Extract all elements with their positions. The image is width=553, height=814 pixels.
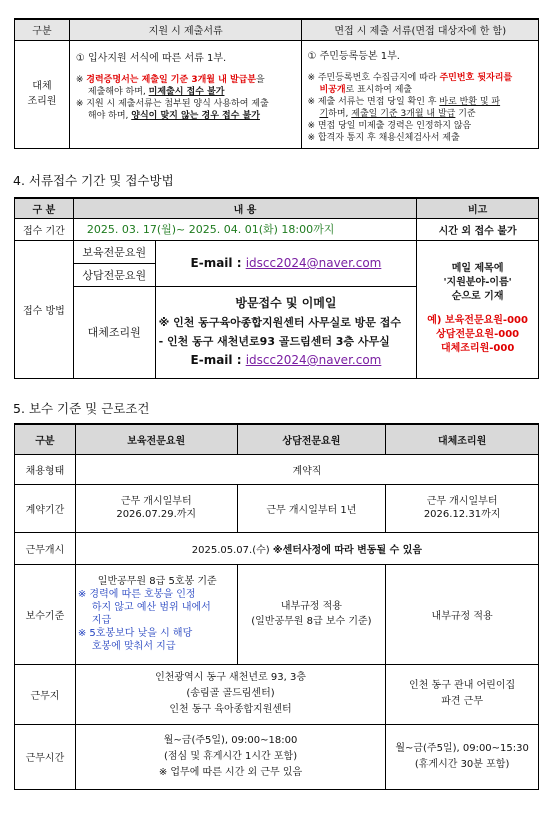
s5-place-cook-l1: 인천 동구 관내 어린이집 [409, 680, 516, 691]
s4-email-link[interactable]: idscc2024@naver.com [245, 256, 382, 270]
t1-apply-note2-bold: 양식이 맞지 않는 경우 접수 불가 [131, 110, 260, 121]
s5-pay-label: 보수기준 [15, 564, 76, 664]
s5-place-center-l3: 인천 동구 육아종합지원센터 [169, 704, 292, 715]
t1-apply-note1 [76, 74, 297, 98]
s4-note-line3: 순으로 기재 [451, 291, 504, 302]
s5-period-counseling: 근무 개시일부터 1년 [237, 484, 386, 532]
t1-interview-note2-a: ※ 제출 서류는 면접 당일 확인 후 [307, 96, 440, 107]
s5-pay-counseling [237, 564, 386, 664]
s4-note-line1: 메일 제목에 [451, 263, 504, 274]
t1-interview-note1-red: 주민번호 뒷자리를 [439, 72, 513, 83]
s5-hours-label: 근무시간 [15, 724, 76, 789]
t1-header-interview: 면접 시 제출 서류(면접 대상자에 한 함) [302, 19, 539, 40]
s5-start-note: ※센터사정에 따라 변동될 수 있음 [272, 544, 423, 556]
s5-pay-childcare-n5: 호봉에 맞춰서 지급 [91, 641, 176, 652]
working-conditions-table [14, 423, 539, 790]
s4-note-cell [417, 240, 539, 378]
t1-apply-note2-line1: ※ 지원 시 제출서류는 첨부된 양식 사용하여 제출 [75, 98, 269, 109]
s5-hours-center-l2: (점심 및 휴게시간 1시간 포함) [163, 750, 298, 762]
t1-row-label-line1: 대체 [32, 81, 52, 92]
s5-start-date: 2025.05.07.(수) [191, 544, 273, 556]
s4-visit-email-link[interactable]: idscc2024@naver.com [245, 353, 382, 367]
s4-header-note: 비고 [417, 198, 539, 218]
t1-interview-note2-b: 바로 반환 및 파 [439, 96, 501, 107]
s4-header-content: 내 용 [73, 198, 416, 218]
s5-type-value: 계약직 [75, 454, 538, 484]
s5-type-label: 채용형태 [15, 454, 76, 484]
s5-period-childcare [75, 484, 237, 532]
t1-apply-note1-tail: 을 [256, 74, 265, 85]
s5-place-cook-l2: 파견 근무 [441, 696, 484, 707]
s5-pay-childcare [75, 564, 237, 664]
s4-visit-cell [155, 286, 417, 378]
s4-visit-email-prefix: E-mail : [190, 353, 246, 367]
t1-apply-item1: ① 입사지원 서식에 따른 서류 1부. [75, 52, 227, 64]
s5-place-cook [386, 664, 539, 724]
t1-interview-note2-e: 제출일 기준 3개월 내 발급 [351, 108, 456, 119]
t1-interview-note4: ※ 합격자 통지 후 채용신체검사서 제출 [307, 132, 460, 143]
s5-place-label: 근무지 [15, 664, 76, 724]
s5-start-label: 근무개시 [15, 532, 76, 564]
s4-period-label: 접수 기간 [15, 218, 74, 240]
section5-title: 5. 보수 기준 및 근로조건 [13, 401, 150, 416]
s4-note-example3: 대체조리원-000 [440, 343, 515, 354]
s4-period-value: 2025. 03. 17(월)~ 2025. 04. 01(화) 18:00까지 [73, 218, 416, 240]
s5-header-counseling: 상담전문요원 [237, 424, 386, 454]
s4-header-gubun: 구 분 [15, 198, 74, 218]
s5-header-childcare: 보육전문요원 [75, 424, 237, 454]
s5-period-childcare-l2: 2026.07.29.까지 [116, 509, 197, 520]
s5-pay-childcare-l1: 일반공무원 8급 5호봉 기준 [97, 576, 217, 587]
s5-pay-childcare-n4: ※ 5호봉보다 낮을 시 해당 [77, 628, 193, 639]
s4-period-note: 시간 외 접수 불가 [417, 218, 539, 240]
submission-documents-table [14, 18, 539, 149]
s5-period-cook-l2: 2026.12.31까지 [423, 509, 501, 520]
application-method-table [14, 197, 539, 379]
t1-header-apply: 지원 시 제출서류 [69, 19, 302, 40]
s5-hours-center-l1: 월~금(주5일), 09:00~18:00 [163, 734, 298, 746]
s4-email-cell [155, 240, 417, 286]
t1-header-gubun: 구분 [15, 19, 70, 40]
t1-interview-note1-d: 로 표시하여 제출 [345, 84, 413, 95]
s4-role-cook: 대체조리원 [73, 286, 155, 378]
s5-header-cook: 대체조리원 [386, 424, 539, 454]
s5-period-childcare-l1: 근무 개시일부터 [120, 496, 192, 507]
t1-apply-note1-line2: 제출해야 하며, [87, 86, 149, 97]
t1-row-label-line2: 조리원 [27, 96, 57, 107]
t1-interview-note2 [307, 96, 534, 120]
s5-pay-counseling-l1: 내부규정 적용 [280, 601, 342, 612]
s5-hours-center [75, 724, 385, 789]
s5-pay-childcare-n1: ※ 경력에 따른 호봉을 인정 [77, 589, 196, 600]
t1-row-label [15, 40, 70, 148]
t1-apply-note1-bold: 미제출시 접수 불가 [148, 86, 225, 97]
s4-role-counseling: 상담전문요원 [73, 263, 155, 286]
s5-period-label: 계약기간 [15, 484, 76, 532]
s4-method-label: 접수 방법 [15, 240, 74, 378]
s5-place-center-l2: (송림골 골드림센터) [186, 688, 275, 699]
s5-pay-cook: 내부규정 적용 [386, 564, 539, 664]
t1-interview-note1-red2: 비공개 [319, 84, 346, 95]
t1-apply-note1-red: 경력증명서는 제출일 기준 3개월 내 발급분 [86, 74, 257, 85]
t1-interview-note2-d: 하며, [328, 108, 352, 119]
t1-interview-note3: ※ 면접 당일 미제출 경력은 인정하지 않음 [307, 120, 472, 131]
t1-apply-cell [69, 40, 302, 148]
t1-interview-note1-a: ※ 주민등록번호 수집금지에 따라 [307, 72, 440, 83]
s5-pay-counseling-l2: (일반공무원 8급 보수 기준) [251, 616, 372, 627]
t1-interview-note1 [307, 72, 534, 96]
s4-visit-line2: - 인천 동구 새천년로93 골드림센터 3층 사무실 [158, 335, 390, 348]
section4-title: 4. 서류접수 기간 및 접수방법 [13, 173, 174, 188]
s4-note-example2: 상담전문요원-000 [436, 329, 520, 340]
t1-interview-note2-f: 기준 [455, 108, 476, 119]
s4-visit-title: 방문접수 및 이메일 [235, 296, 337, 310]
s4-email-prefix: E-mail : [190, 256, 246, 270]
s5-pay-childcare-n3: 지급 [91, 615, 112, 626]
s4-role-childcare: 보육전문요원 [73, 240, 155, 263]
s4-note-line2: '지원분야-이름' [443, 277, 512, 288]
s5-period-cook [386, 484, 539, 532]
s5-hours-center-l3: ※ 업무에 따른 시간 외 근무 있음 [158, 766, 303, 778]
t1-interview-item1: ① 주민등록등본 1부. [307, 50, 400, 62]
s4-visit-line1: ※ 인천 동구육아종합지원센터 사무실로 방문 접수 [158, 316, 401, 329]
s5-hours-cook-l1: 월~금(주5일), 09:00~15:30 [395, 742, 529, 754]
s5-pay-childcare-n2: 하지 않고 예산 범위 내에서 [91, 602, 211, 613]
t1-interview-cell [302, 40, 539, 148]
t1-interview-note2-c: 기 [319, 108, 329, 119]
s5-place-center-l1: 인천광역시 동구 새천년로 93, 3층 [155, 672, 306, 683]
s5-period-cook-l1: 근무 개시일부터 [426, 496, 498, 507]
s5-start-value [75, 532, 538, 564]
s4-note-example1: 예) 보육전문요원-000 [427, 315, 528, 326]
t1-apply-note2-line2: 해야 하며, [87, 110, 132, 121]
t1-apply-note1-mark: ※ [75, 74, 87, 85]
t1-apply-note2 [76, 98, 297, 122]
s5-header-gubun: 구분 [15, 424, 76, 454]
s5-hours-cook [386, 724, 539, 789]
s5-hours-cook-l2: (휴게시간 30분 포함) [414, 758, 510, 770]
s5-place-center [75, 664, 385, 724]
